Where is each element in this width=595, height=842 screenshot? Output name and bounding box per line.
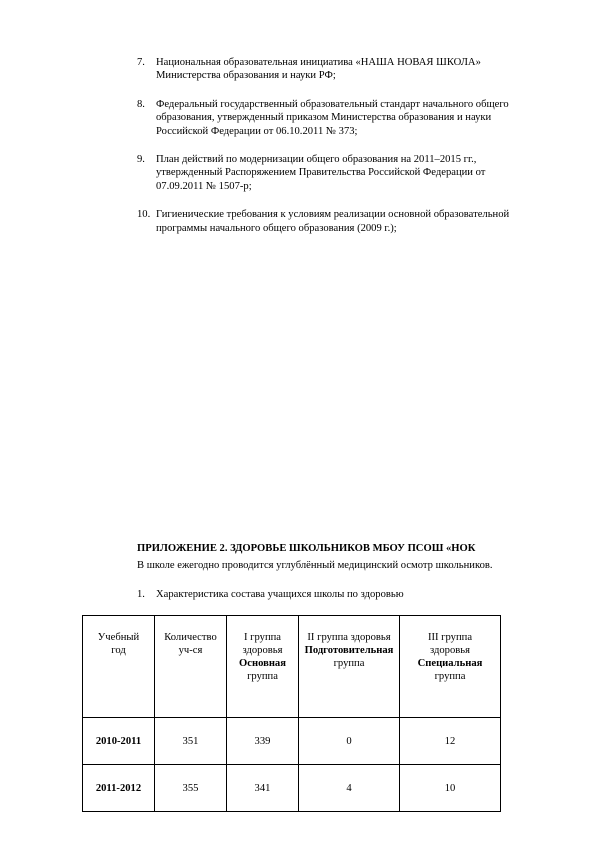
reference-number: 8.: [137, 98, 145, 110]
reference-line: Национальная образовательная инициатива «НАША НОВАЯ ШКОЛА»: [156, 57, 481, 68]
reference-item: [137, 98, 557, 138]
reference-line: План действий по модернизации общего образования на 2011–2015 гг.,: [156, 154, 477, 166]
table-cell: 4: [299, 765, 400, 812]
table-row: [83, 718, 501, 765]
appendix-list-item: [137, 589, 404, 600]
table-cell: 341: [227, 765, 299, 812]
reference-line: 07.09.2011 № 1507-р;: [156, 180, 252, 192]
reference-item: [137, 208, 557, 235]
header-cell-group-2: II группа здоровья Подготовительная группа: [299, 616, 400, 718]
table-header-row: [83, 616, 501, 718]
reference-line: программы начального общего образования (2009 г.);: [156, 222, 397, 234]
table-cell: 351: [155, 718, 227, 765]
reference-number: 9.: [137, 154, 145, 166]
reference-line: Российской Федерации от 06.10.2011 № 373;: [156, 125, 358, 137]
table-cell: 0: [299, 718, 400, 765]
reference-line: Федеральный государственный образовательный стандарт начального общего: [156, 98, 509, 110]
reference-number: 10.: [137, 209, 151, 221]
header-cell-group-1: I группа здоровья Основная группа: [227, 616, 299, 718]
appendix-intro: В школе ежегодно проводится углублённый медицинский осмотр школьников.: [137, 560, 493, 571]
reference-item: [137, 153, 557, 193]
header-cell-year: Учебный год: [83, 616, 155, 718]
reference-line: утвержденный Распоряжением Правительства Российской Федерации от: [156, 167, 486, 179]
reference-list: [137, 56, 557, 250]
appendix-item-number: 1.: [137, 589, 145, 600]
header-cell-group-3: III группа здоровья Специальная группа: [400, 616, 501, 718]
header-cell-count: Количество уч-ся: [155, 616, 227, 718]
reference-number: 7.: [137, 57, 145, 68]
reference-item: [137, 56, 557, 83]
health-groups-table: [82, 615, 501, 812]
table-cell-year: 2010-2011: [83, 718, 155, 765]
appendix-item-text: Характеристика состава учащихся школы по здоровью: [156, 589, 404, 600]
table-cell: 339: [227, 718, 299, 765]
table-cell: 355: [155, 765, 227, 812]
appendix-title: ПРИЛОЖЕНИЕ 2. ЗДОРОВЬЕ ШКОЛЬНИКОВ МБОУ ПСОШ «НОК: [137, 543, 476, 554]
table-row: [83, 765, 501, 812]
table-cell-year: 2011-2012: [83, 765, 155, 812]
table-cell: 10: [400, 765, 501, 812]
reference-line: Министерства образования и науки РФ;: [156, 70, 336, 82]
reference-line: Гигиенические требования к условиям реализации основной образовательной: [156, 209, 510, 221]
reference-line: образования, утвержденный приказом Министерства образования и науки: [156, 112, 492, 124]
table-cell: 12: [400, 718, 501, 765]
